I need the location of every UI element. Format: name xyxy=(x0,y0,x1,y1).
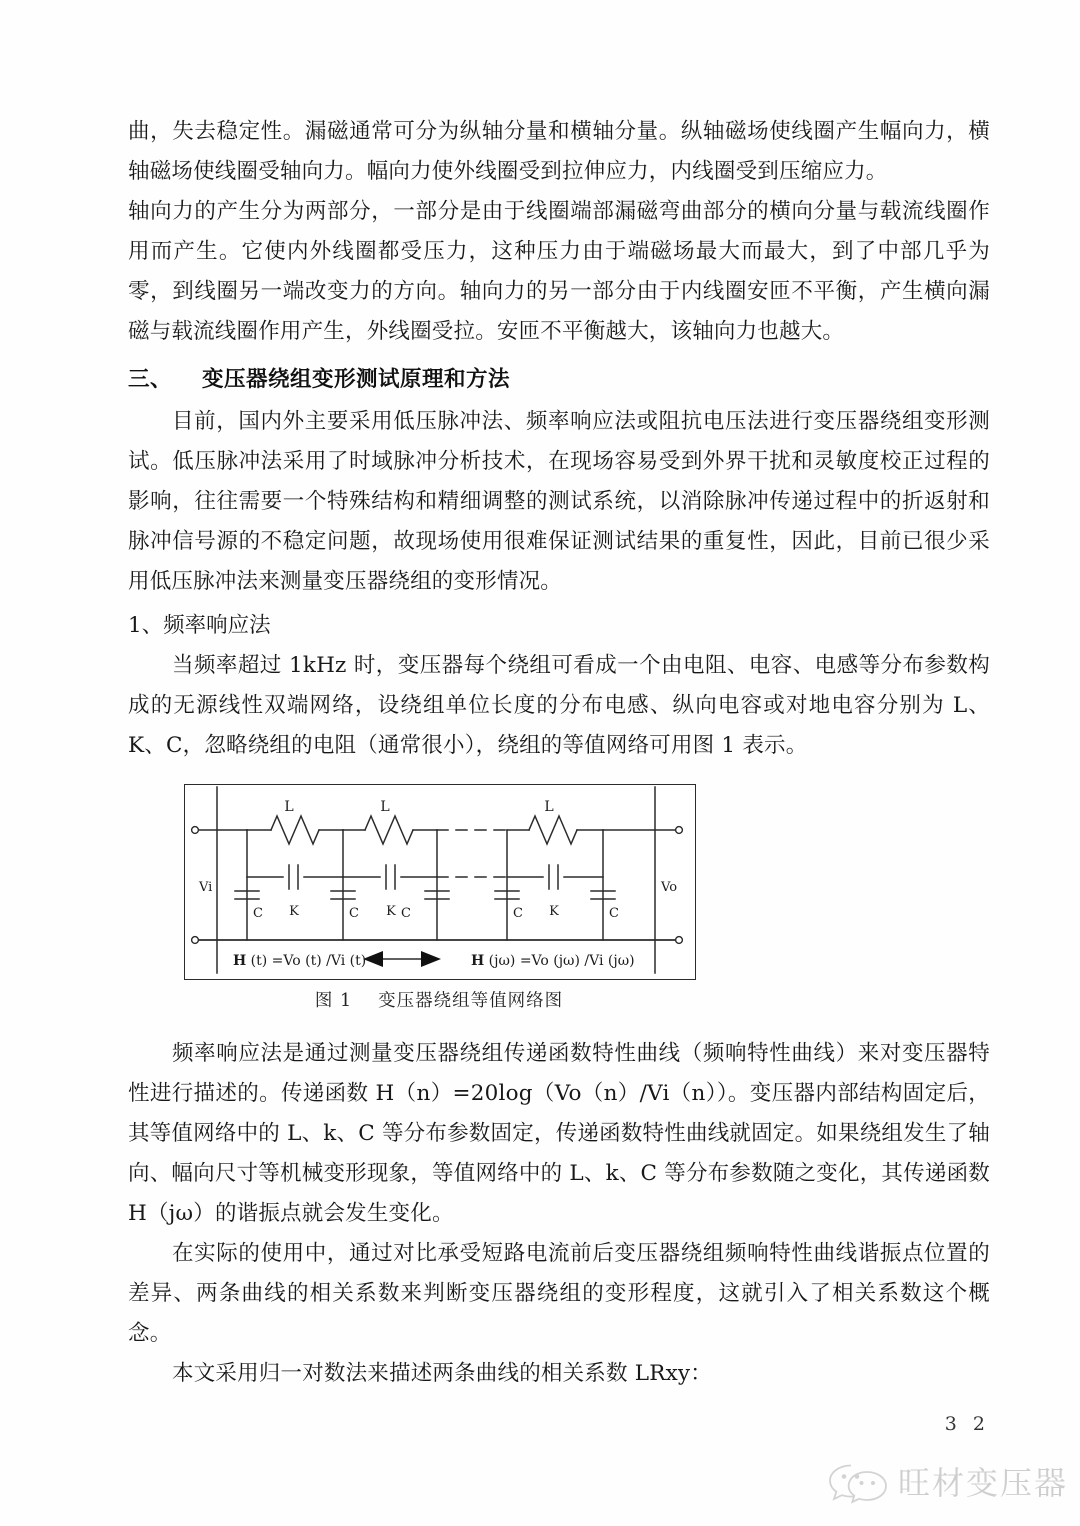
paragraph-2: 轴向力的产生分为两部分，一部分是由于线圈端部漏磁弯曲部分的横向分量与载流线圈作用而产生。它使内外线圈都受压力，这种压力由于端磁场最大而最大，到了中部几乎为零，到线圈另一端改变力的方向。轴向力的另一部分由于内线圈安匝不平衡，产生横向漏磁与载流线圈作用产生，外线圈受拉。安匝不平衡越大，该轴向力也越大。 xyxy=(128,199,990,344)
watermark xyxy=(826,1458,1068,1504)
figure-caption xyxy=(184,988,694,1014)
label-inductor-3: L xyxy=(544,799,554,815)
label-vo: Vo xyxy=(661,880,678,895)
wechat-glyph xyxy=(826,1458,888,1504)
formula-time-domain: H (t) =Vo (t) /Vi (t) xyxy=(233,953,367,969)
paragraph-7: 本文采用归一对数法来描述两条曲线的相关系数 LRxy： xyxy=(172,1361,712,1386)
output-terminal-top xyxy=(676,827,683,834)
label-series-cap-1: K xyxy=(289,904,299,919)
label-ground-cap-4: C xyxy=(513,906,523,921)
label-ground-cap-3: C xyxy=(401,906,411,921)
label-series-cap-3: K xyxy=(549,904,559,919)
paragraph-1: 曲，失去稳定性。漏磁通常可分为纵轴分量和横轴分量。纵轴磁场使线圈产生幅向力，横轴磁场使线圈受轴向力。幅向力使外线圈受到拉伸应力，内线圈受到压缩应力。 xyxy=(128,119,990,184)
input-terminal-bottom xyxy=(192,937,199,944)
figure-caption-title: 变压器绕组等值网络图 xyxy=(378,991,564,1011)
section-number: 三、 xyxy=(128,367,173,392)
section-heading xyxy=(128,360,990,400)
paragraph-4: 当频率超过 1kHz 时，变压器每个绕组可看成一个由电阻、电容、电感等分布参数构成的无源线性双端网络，设绕组单位长度的分布电感、纵向电容或对地电容分别为 L、K、C，忽略绕组的电阻（通常很小），绕组的等值网络可用图 1 表示。 xyxy=(128,653,990,758)
label-ground-cap-2: C xyxy=(349,906,359,921)
output-terminal-bottom xyxy=(676,937,683,944)
input-terminal-top xyxy=(192,827,199,834)
label-series-cap-2: K xyxy=(386,904,396,919)
paragraph-6: 在实际的使用中，通过对比承受短路电流前后变压器绕组频响特性曲线谐振点位置的差异、两条曲线的相关系数来判断变压器绕组的变形程度，这就引入了相关系数这个概念。 xyxy=(128,1241,990,1346)
subsection-heading: 1、频率响应法 xyxy=(128,613,271,638)
watermark-text: 旺材变压器 xyxy=(897,1464,1068,1502)
figure-frame xyxy=(184,784,696,980)
document-body xyxy=(128,112,990,1394)
wechat-icon xyxy=(826,1458,888,1504)
section-title: 变压器绕组变形测试原理和方法 xyxy=(202,367,511,392)
label-inductor-1: L xyxy=(284,799,294,815)
formula-frequency-domain: H (jω) =Vo (jω) /Vi (jω) xyxy=(471,953,635,969)
label-inductor-2: L xyxy=(380,799,390,815)
paragraph-5: 频率响应法是通过测量变压器绕组传递函数特性曲线（频响特性曲线）来对变压器特性进行描述的。传递函数 H（n）=20log（Vo（n）/Vi（n））。变压器内部结构固定后，其等值网络中的 L、k、C 等分布参数固定，传递函数特性曲线就固定。如果绕组发生了轴向、幅向尺寸等机械变形现象，等值网络中的 L、k、C 等分布参数随之变化，其传递函数 H（jω）的谐振点就会发生变化。 xyxy=(128,1041,990,1226)
paragraph-3: 目前，国内外主要采用低压脉冲法、频率响应法或阻抗电压法进行变压器绕组变形测试。低压脉冲法采用了时域脉冲分析技术，在现场容易受到外界干扰和灵敏度校正过程的影响，往往需要一个特殊结构和精细调整的测试系统，以消除脉冲传递过程中的折返射和脉冲信号源的不稳定问题，故现场使用很难保证测试结果的重复性，因此，目前已很少采用低压脉冲法来测量变压器绕组的变形情况。 xyxy=(128,409,990,594)
figure-caption-number: 图 1 xyxy=(314,991,353,1011)
equivalent-network-circuit xyxy=(185,785,691,975)
label-ground-cap-1: C xyxy=(253,906,263,921)
label-ground-cap-5: C xyxy=(609,906,619,921)
figure-1 xyxy=(128,784,990,1034)
page-number: 3 2 xyxy=(944,1413,990,1435)
label-vi: Vi xyxy=(199,880,213,895)
